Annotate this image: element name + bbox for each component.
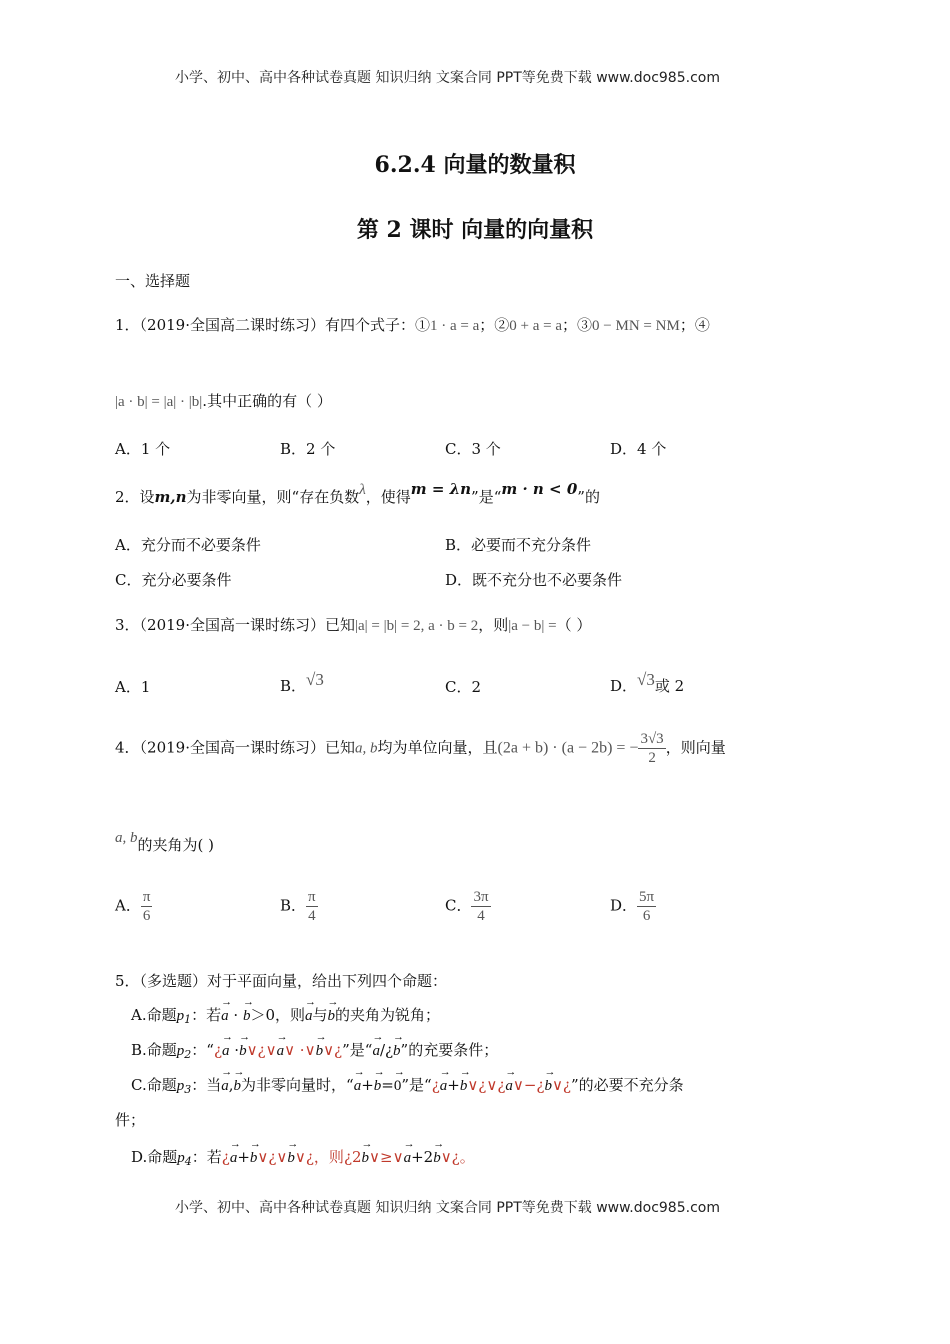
q1-option-d: D．4 个 xyxy=(610,440,667,458)
q2-option-d: D．既不充分也不必要条件 xyxy=(445,571,623,589)
q1-option-c: C．3 个 xyxy=(445,440,501,458)
q4-option-b: B． $\frac{\pi}{4}$ xyxy=(280,889,316,924)
title-section: 6.2.4 向量的数量积 xyxy=(374,152,576,178)
q4-option-a: A． $\frac{\pi}{6}$ xyxy=(115,889,151,924)
question-4: 4．（2019·全国高一课时练习）已知a, b均为单位向量，且(2a + b) · (a − 2b) = − $\frac{3√3}{2}$ ，则向量 xyxy=(115,731,726,766)
section-heading: 一、选择题 xyxy=(115,272,191,290)
q2-option-a: A．充分而不必要条件 xyxy=(115,536,261,554)
q5-statement-b: B.命题$p_2$：“¿→ a ·→ b∨¿∨→ a∨ ·∨→ b∨¿”是“→ a/¿→ b”的充要条件； xyxy=(131,1039,498,1061)
question-3: 3．（2019·全国高一课时练习）已知|a| = |b| = 2, a · b = 2，则|a − b| =（ ） xyxy=(115,616,592,634)
q4-option-c: C． $\frac{3\pi}{4}$ xyxy=(445,889,489,924)
q2-option-c: C．充分必要条件 xyxy=(115,571,232,589)
question-4-cont: a, b的夹角为( ) xyxy=(115,830,214,854)
q3-option-a: A．1 xyxy=(115,678,151,696)
q1-option-b: B．2 个 xyxy=(280,440,336,458)
q1-option-a: A．1 个 xyxy=(115,440,171,458)
question-2: 2．设m,n为非零向量，则“存在负数λ，使得m = λn”是“m · n < 0”的 xyxy=(115,480,600,506)
question-1: 1．（2019·全国高二课时练习）有四个式子：①1 · a = a；②0 + a = a；③0 − MN = NM；④ xyxy=(115,316,710,334)
q5-statement-a: A.命题$p_1$：若→ a · → b＞0，则→ a与→ b的夹角为锐角； xyxy=(131,1004,440,1026)
title-lesson: 第 2 课时 向量的向量积 xyxy=(356,217,594,243)
q3-option-c: C．2 xyxy=(445,678,482,696)
q2-option-b: B．必要而不充分条件 xyxy=(445,536,592,554)
question-1-cont: |a · b| = |a| · |b|.其中正确的有（ ） xyxy=(115,392,332,410)
q3-option-d: D．√3或 2 xyxy=(610,670,685,695)
q4-option-d: D． $\frac{5\pi}{6}$ xyxy=(610,889,655,924)
page-header: 小学、初中、高中各种试卷真题 知识归纳 文案合同 PPT等免费下载 www.doc985.com xyxy=(175,70,720,86)
q5-statement-c-cont: 件； xyxy=(115,1111,146,1129)
q5-statement-d: D.命题$p_4$：若¿→ a+→ b∨¿∨→ b∨¿，则¿2→ b∨≥∨→ a+2→ b∨¿。 xyxy=(131,1146,475,1168)
page-footer: 小学、初中、高中各种试卷真题 知识归纳 文案合同 PPT等免费下载 www.doc985.com xyxy=(175,1200,720,1216)
q4-fraction: $\frac{3√3}{2}$ xyxy=(640,731,664,766)
question-5: 5．（多选题）对于平面向量，给出下列四个命题： xyxy=(115,972,448,990)
q3-option-b: B．√3 xyxy=(280,670,324,695)
q5-statement-c: C.命题$p_3$：当→ a,→ b为非零向量时，“→ a+→ b=→ 0”是“¿→ a+→ b∨¿∨¿→ a∨−¿→ b∨¿”的必要不充分条 xyxy=(131,1074,684,1096)
